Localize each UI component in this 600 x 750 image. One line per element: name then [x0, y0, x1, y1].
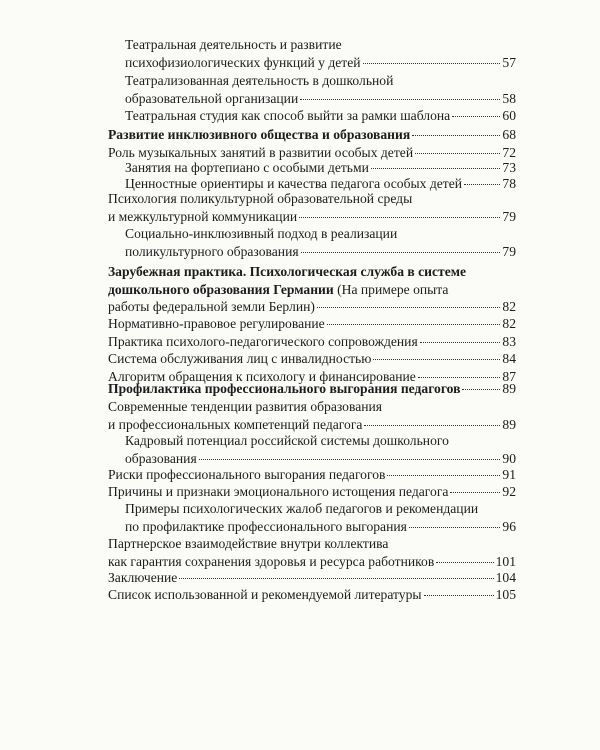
toc-entry-line: [125, 159, 516, 177]
toc-entry-line: [108, 466, 516, 484]
toc-entry-title: Театрализованная деятельность в дошкольной: [125, 73, 394, 88]
toc-entry-line: [108, 190, 516, 208]
toc-entry: [108, 569, 516, 587]
toc-entry-line: [125, 72, 516, 90]
toc-entry-title: Социально-инклюзивный подход в реализации: [125, 226, 398, 241]
page-number: 91: [502, 467, 516, 482]
toc-entry-line: [108, 281, 516, 299]
toc-entry-title: образования: [125, 450, 197, 466]
toc-entry-line: [125, 450, 516, 468]
toc-entry: [108, 263, 516, 316]
toc-entry: [108, 350, 516, 368]
page-number: 82: [502, 316, 516, 331]
toc-entry-line: [125, 500, 516, 518]
page-number: 58: [502, 90, 516, 106]
toc-entry-line: [108, 569, 516, 587]
dot-leader: [420, 341, 501, 343]
dot-leader: [424, 594, 494, 596]
dot-leader: [452, 115, 500, 117]
page-number: 101: [495, 553, 516, 569]
toc-entry-line: [108, 398, 516, 416]
toc-entry-title: поликультурного образования: [125, 243, 299, 259]
page-number: 78: [502, 176, 516, 191]
toc-entry: [108, 398, 516, 433]
dot-leader: [299, 216, 500, 218]
toc-entry-line: [108, 350, 516, 368]
page-number: 57: [502, 54, 516, 70]
toc-entry-title: Алгоритм обращения к психологу и финансирование: [108, 369, 416, 384]
toc-entry-title: Список использованной и рекомендуемой литературы: [108, 587, 422, 602]
toc-entry-title: как гарантия сохранения здоровья и ресурса работников: [108, 553, 435, 569]
toc-entry-line: [125, 90, 516, 108]
page-number: 104: [495, 570, 516, 585]
page-number: 83: [502, 334, 516, 349]
toc-entry-line: [125, 432, 516, 450]
dot-leader: [450, 491, 500, 493]
dot-leader: [317, 306, 500, 308]
toc-entry-title: Кадровый потенциал российской системы дошкольного: [125, 433, 449, 448]
toc-entry-line: [108, 380, 516, 398]
toc-entry-title: Примеры психологических жалоб педагогов и рекомендации: [125, 501, 479, 516]
toc-entry-line: [108, 208, 516, 226]
toc-entry-title: Ценностные ориентиры и качества педагога особых детей: [125, 176, 463, 191]
page-number: 60: [502, 108, 516, 123]
dot-leader: [418, 376, 501, 378]
dot-leader: [199, 458, 501, 460]
toc-entry-line: [108, 553, 516, 571]
page-number: 87: [502, 369, 516, 384]
page-number: 90: [502, 450, 516, 466]
toc-entry: [125, 36, 516, 71]
toc-entry-line: [108, 263, 516, 281]
toc-entry-title: Практика психолого-педагогического сопровождения: [108, 334, 418, 349]
dot-leader: [462, 388, 500, 390]
toc-entry-title: работы федеральной земли Берлин): [108, 299, 315, 314]
toc-entry-line: [125, 225, 516, 243]
toc-entry: [125, 72, 516, 107]
toc-entry-line: [125, 107, 516, 125]
toc-entry: [125, 159, 516, 177]
toc-entry: [125, 107, 516, 125]
toc-entry-line: [108, 315, 516, 333]
toc-entry-title: Развитие инклюзивного общества и образования: [108, 127, 411, 142]
dot-leader: [301, 251, 501, 253]
toc-entry-title: Современные тенденции развития образования: [108, 399, 383, 414]
toc-entry-line: [108, 483, 516, 501]
toc-entry-title: Театральная студия как способ выйти за рамки шаблона: [125, 108, 451, 123]
toc-entry-line: [108, 586, 516, 604]
toc-entry: [125, 225, 516, 260]
toc-entry: [108, 190, 516, 225]
toc-entry-line: [125, 36, 516, 54]
dot-leader: [464, 183, 500, 185]
toc-entry-title: Заключение: [108, 570, 178, 585]
toc-entry-title: Зарубежная практика. Психологическая служба в системе: [108, 264, 467, 279]
dot-leader: [436, 561, 493, 563]
dot-leader: [412, 134, 500, 136]
dot-leader: [409, 526, 501, 528]
dot-leader: [327, 323, 501, 325]
toc-entry-title: Психология поликультурной образовательной среды: [108, 191, 413, 206]
toc-entry-title: Партнерское взаимодействие внутри коллектива: [108, 536, 389, 551]
toc-entry: [108, 483, 516, 501]
toc-entry-title: психофизиологических функций у детей: [125, 54, 361, 70]
dot-leader: [179, 577, 493, 579]
toc-entry-title: и межкультурной коммуникации: [108, 208, 298, 224]
toc-entry-line: [125, 518, 516, 536]
page-number: 79: [502, 208, 516, 224]
page-number: 89: [502, 416, 516, 432]
page-number: 89: [502, 381, 516, 396]
toc-entry-title: Система обслуживания лиц с инвалидностью: [108, 351, 372, 366]
page-number: 92: [502, 484, 516, 499]
toc-entry-line: [108, 333, 516, 351]
toc-entry-title: Занятия на фортепиано с особыми детьми: [125, 160, 369, 175]
toc-entry-title: Профилактика профессионального выгорания педагогов: [108, 381, 461, 396]
page-number: 72: [502, 145, 516, 160]
page-number: 82: [502, 299, 516, 314]
toc-entry-title: Театральная деятельность и развитие: [125, 37, 342, 52]
toc-entry-line: [125, 243, 516, 261]
toc-entry-title: по профилактике профессионального выгорания: [125, 518, 407, 534]
toc-entry-line: [108, 126, 516, 144]
dot-leader: [364, 424, 500, 426]
toc-entry: [108, 535, 516, 570]
toc-entry-title: дошкольного образования Германии: [108, 281, 334, 297]
dot-leader: [300, 98, 500, 100]
toc-entry: [108, 315, 516, 333]
page-number: 105: [495, 587, 516, 602]
page-number: 96: [502, 518, 516, 534]
dot-leader: [415, 152, 500, 154]
toc-entry-title: образовательной организации: [125, 90, 299, 106]
toc-entry-line: [125, 54, 516, 72]
toc-entry: [108, 586, 516, 604]
toc-entry: [108, 466, 516, 484]
dot-leader: [363, 62, 501, 64]
dot-leader: [371, 167, 501, 169]
toc-entry-title: Причины и признаки эмоционального истощения педагога: [108, 484, 449, 499]
dot-leader: [387, 474, 500, 476]
dot-leader: [373, 358, 500, 360]
toc-entry: [108, 380, 516, 398]
toc-entry-line: [108, 416, 516, 434]
toc-entry-title: Риски профессионального выгорания педагогов: [108, 467, 386, 482]
page-number: 68: [502, 127, 516, 142]
page-number: 73: [502, 160, 516, 175]
page-number: 79: [502, 243, 516, 259]
toc-entry-line: [108, 298, 516, 316]
toc-entry-title: Роль музыкальных занятий в развитии особых детей: [108, 145, 414, 160]
toc-entry-line: [108, 535, 516, 553]
page-number: 84: [502, 351, 516, 366]
toc-entry: [108, 126, 516, 144]
toc-entry: [125, 432, 516, 467]
toc-entry: [108, 333, 516, 351]
toc-entry-title: Нормативно-правовое регулирование: [108, 316, 325, 331]
toc-entry-title: и профессиональных компетенций педагога: [108, 416, 363, 432]
toc-entry-note: (На примере опыта: [333, 281, 449, 297]
toc-entry: [125, 500, 516, 535]
